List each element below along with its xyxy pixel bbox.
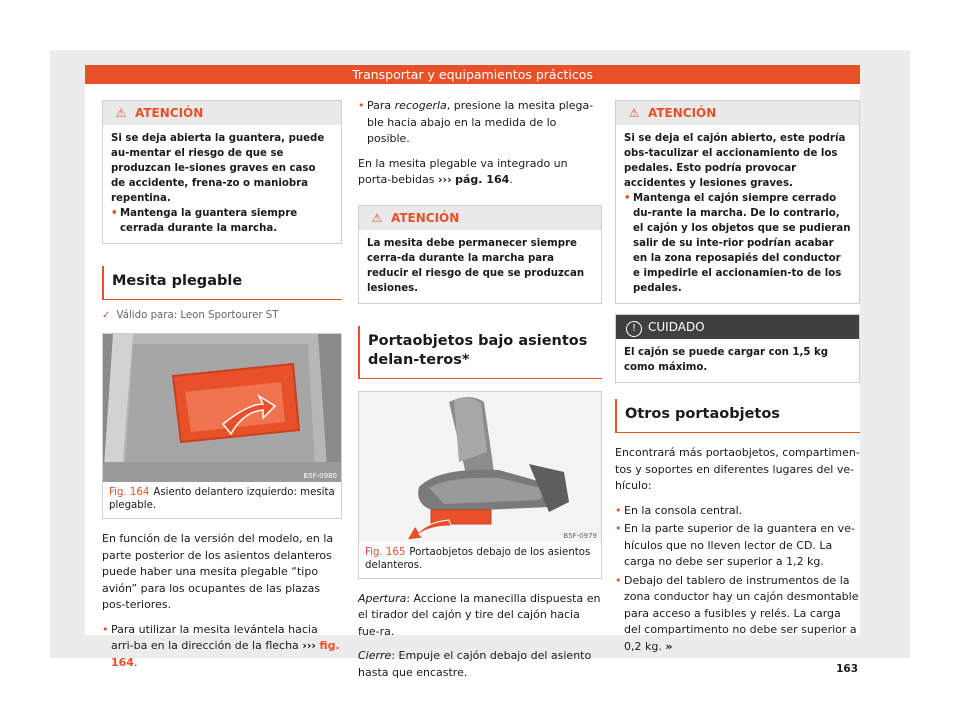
valid-for-note bbox=[102, 310, 342, 321]
seat-drawer-illustration bbox=[359, 392, 601, 542]
paragraph bbox=[358, 591, 602, 641]
figure-number: Fig. 164 bbox=[109, 487, 150, 498]
figure-code: B5F-0979 bbox=[563, 531, 597, 540]
section-title: Portaobjetos bajo asientos delan-teros* bbox=[358, 326, 602, 379]
warning-body bbox=[103, 125, 341, 243]
figure-164 bbox=[102, 333, 342, 519]
cierre-label: Cierre bbox=[358, 649, 392, 662]
figure-caption-text: Asiento delantero izquierdo: mesita plegable. bbox=[109, 487, 335, 511]
bullet-text: , presione la mesita plega-ble hacia abajo en la medida de lo posible. bbox=[367, 99, 594, 145]
warning-box bbox=[102, 100, 342, 244]
warning-body bbox=[616, 125, 859, 303]
bullet-item: • En la parte superior de la guantera en ve-hículos que no lleven lector de CD. La carga no debe ser superior a 1,2 kg. bbox=[615, 521, 860, 571]
caution-title: CUIDADO bbox=[648, 320, 705, 334]
figure-165 bbox=[358, 391, 602, 579]
bullet-text: Debajo del tablero de instrumentos de la zona conductor hay un cajón desmontable para acceso a fusibles y relés. La carga del compartimento no debe ser superior a 0,2 kg. bbox=[624, 573, 859, 653]
column-2 bbox=[358, 84, 602, 681]
punctuation: . bbox=[509, 173, 513, 186]
paragraph: En función de la versión del modelo, en la parte posterior de los asientos delanteros puede haber una mesita plegable “tipo avión” para los ocupantes de las plazas pos-teriores. bbox=[102, 532, 334, 611]
warning-bullet: • Mantenga el cajón siempre cerrado du-rante la marcha. De lo contrario, el cajón y los objetos que se pudieran salir de su inte-rior podrían acabar en la zona reposapiés del conductor e impedirle el accionamien-to de los pedales. bbox=[624, 191, 851, 296]
page-header: Transportar y equipamientos prácticos bbox=[85, 65, 860, 84]
warning-triangle-icon: ⚠ bbox=[628, 106, 640, 120]
figure-reference-link[interactable]: fig. 164 bbox=[111, 639, 340, 669]
apertura-label: Apertura bbox=[358, 591, 407, 605]
caution-box bbox=[615, 314, 860, 383]
warning-bullet: • Mantenga la guantera siempre cerrada durante la marcha. bbox=[111, 206, 333, 236]
warning-box bbox=[358, 205, 602, 304]
paragraph: Encontrará más portaobjetos, compartimen-tos y soportes en diferentes lugares del ve-hículo: bbox=[615, 446, 860, 492]
column-1 bbox=[102, 84, 342, 671]
figure-caption bbox=[359, 542, 601, 578]
warning-text: La mesita debe permanecer siempre cerra-da durante la marcha para reducir el riesgo de que se produzcan lesiones. bbox=[367, 237, 585, 294]
warning-title-bar bbox=[103, 101, 341, 125]
caution-body bbox=[616, 339, 859, 382]
warning-triangle-icon: ⚠ bbox=[371, 210, 383, 225]
warning-text: Si se deja el cajón abierto, este podría obs-taculizar el accionamiento de los pedales. Esto podría provocar accidentes y lesiones graves. bbox=[624, 133, 846, 189]
section-title: Otros portaobjetos bbox=[615, 399, 860, 433]
valid-for-text: Válido para: Leon Sportourer ST bbox=[116, 310, 279, 321]
paragraph-text: En la mesita plegable va integrado un porta-bebidas bbox=[358, 156, 568, 186]
caution-text: El cajón se puede cargar con 1,5 kg como máximo. bbox=[624, 347, 829, 373]
caution-icon: ! bbox=[626, 321, 642, 337]
bullet-text: Para bbox=[367, 99, 392, 112]
warning-body bbox=[359, 230, 601, 303]
figure-164-image bbox=[103, 334, 341, 482]
warning-title-bar bbox=[616, 101, 859, 125]
bullet-item bbox=[358, 98, 602, 148]
caution-title-bar bbox=[616, 315, 859, 339]
paragraph bbox=[358, 648, 602, 681]
cierre-text: : Empuje el cajón debajo del asiento hasta que encastre. bbox=[358, 649, 592, 679]
bullet-item bbox=[102, 622, 342, 672]
section-title: Mesita plegable bbox=[102, 266, 342, 300]
apertura-text: : Accione la manecilla dispuesta en el tirador del cajón y tire del cajón hacia fue-ra. bbox=[358, 591, 601, 638]
warning-text: Si se deja abierta la guantera, puede au-mentar el riesgo de que se produzcan le-siones graves en caso de accidente, frena-zo o maniobra repentina. bbox=[111, 133, 325, 204]
page-reference-link[interactable]: pág. 164 bbox=[455, 173, 510, 186]
warning-title-bar bbox=[359, 206, 601, 230]
figure-165-image bbox=[359, 392, 601, 542]
figure-caption-text: Portaobjetos debajo de los asientos delanteros. bbox=[365, 546, 591, 571]
warning-box bbox=[615, 100, 860, 304]
bullet-italic: recogerla bbox=[394, 99, 447, 112]
check-icon: ✓ bbox=[102, 310, 111, 321]
bullet-item: • En la consola central. bbox=[615, 503, 860, 520]
paragraph bbox=[358, 156, 602, 189]
page-number: 163 bbox=[836, 663, 858, 675]
warning-triangle-icon: ⚠ bbox=[115, 106, 127, 120]
reference-marker: ››› bbox=[438, 173, 452, 186]
warning-title: ATENCIÓN bbox=[648, 106, 717, 120]
figure-caption bbox=[103, 482, 341, 518]
column-3 bbox=[615, 84, 860, 655]
punctuation: . bbox=[133, 655, 138, 669]
bullet-text: Para utilizar la mesita levántela hacia arri-ba en la dirección de la flecha bbox=[111, 622, 318, 652]
figure-number: Fig. 165 bbox=[365, 546, 406, 558]
figure-code: B5F-0980 bbox=[303, 472, 337, 480]
seat-back-table-illustration bbox=[103, 334, 341, 482]
bullet-item bbox=[615, 573, 860, 656]
warning-title: ATENCIÓN bbox=[135, 106, 204, 120]
continue-marker: » bbox=[665, 639, 673, 653]
reference-marker: ››› bbox=[302, 639, 316, 652]
warning-title: ATENCIÓN bbox=[391, 210, 460, 225]
